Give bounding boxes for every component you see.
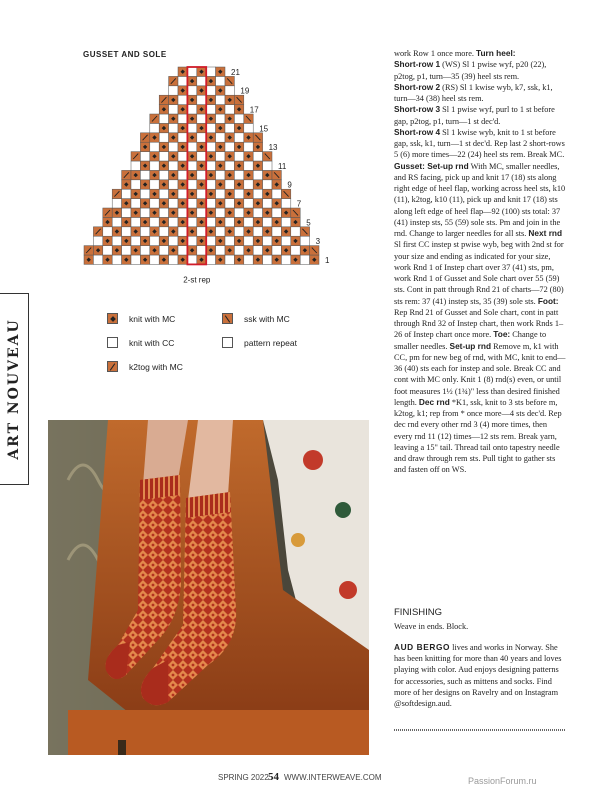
chart-cell	[225, 236, 234, 245]
chart-cell	[150, 255, 159, 264]
chart-cell	[272, 189, 281, 198]
chart-cell	[159, 227, 168, 236]
row-number-label: 21	[231, 67, 240, 77]
chart-cell	[281, 236, 290, 245]
chart-cell	[187, 123, 196, 132]
chart-cell	[131, 199, 140, 208]
chart-cell	[244, 255, 253, 264]
chart-cell	[150, 142, 159, 151]
chart-cell	[187, 199, 196, 208]
repeat-label: 2-st rep	[183, 275, 211, 285]
chart-cell	[150, 236, 159, 245]
chart-cell	[225, 255, 234, 264]
gusset-sole-chart	[70, 55, 355, 295]
chart-cell	[206, 161, 215, 170]
chart-cell	[244, 123, 253, 132]
chart-cell	[244, 199, 253, 208]
row-number-label: 19	[240, 86, 250, 96]
chart-cell	[122, 246, 131, 255]
chart-cell	[150, 199, 159, 208]
chart-cell	[216, 95, 225, 104]
chart-cell	[169, 105, 178, 114]
chart-cell	[150, 180, 159, 189]
chart-cell	[178, 170, 187, 179]
instruction-text: Sl 1 kwise wyb, knit to 1 st before gap, ssk, k1, turn—1 st dec'd. Rep last 2 short-rows 5 (6) more times—22 (24) heel sts rem. Break MC.	[394, 127, 565, 160]
chart-cell	[159, 189, 168, 198]
designer-bio-text: lives and works in Norway. She has been knitting for more than 40 years and loves playing with color. Aud enjoys designing patterns for accessories, such as mittens and socks. Find more of her designs on Ravelry and on Instagram @softdesign.aud.	[394, 643, 562, 709]
chart-cell	[234, 246, 243, 255]
chart-cell	[131, 161, 140, 170]
chart-cell	[234, 208, 243, 217]
row-number-label: 15	[259, 124, 269, 134]
chart-cell	[197, 152, 206, 161]
chart-cell	[291, 246, 300, 255]
chart-cell	[150, 217, 159, 226]
chart-cell	[140, 152, 149, 161]
chart-cell	[263, 161, 272, 170]
instruction-step-label: Gusset: Set-up rnd	[394, 160, 469, 171]
row-number-label: 11	[278, 161, 287, 171]
chart-cell	[225, 86, 234, 95]
chart-cell	[206, 123, 215, 132]
chart-cell	[122, 227, 131, 236]
chart-cell	[187, 142, 196, 151]
sock-photo-illustration	[48, 420, 369, 755]
chart-cell	[206, 67, 215, 76]
chart-cell	[225, 199, 234, 208]
chart-cell	[178, 152, 187, 161]
section-tab	[0, 293, 29, 485]
chart-cell	[244, 142, 253, 151]
chart-cell	[244, 236, 253, 245]
chart-cell	[159, 152, 168, 161]
chart-cell	[263, 180, 272, 189]
footer-website: WWW.INTERWEAVE.COM	[284, 773, 382, 782]
chart-cell	[178, 114, 187, 123]
chart-cell	[178, 227, 187, 236]
chart-cell	[281, 255, 290, 264]
chart-cell	[253, 246, 262, 255]
finishing-text: Weave in ends. Block.	[394, 622, 469, 631]
chart-cell	[300, 255, 309, 264]
chart-cell	[150, 123, 159, 132]
k2tog-mc-swatch-icon	[107, 361, 118, 372]
chart-cell	[187, 86, 196, 95]
chart-cell	[159, 208, 168, 217]
knit-mc-swatch-icon	[107, 313, 118, 324]
instruction-step-label: Short-row 4	[394, 126, 441, 137]
chart-cell	[281, 217, 290, 226]
chart-cell	[187, 180, 196, 189]
instruction-text: (WS) Sl 1 pwise wyf, p20 (22), p2tog, p1, turn—35 (39) heel sts rem.	[394, 60, 547, 81]
chart-cell	[216, 170, 225, 179]
chart-cell	[187, 236, 196, 245]
chart-cell	[225, 142, 234, 151]
chart-cell	[225, 105, 234, 114]
chart-cell	[140, 208, 149, 217]
chart-cell	[112, 255, 121, 264]
chart-cell	[234, 152, 243, 161]
chart-cell	[244, 161, 253, 170]
chart-cell	[150, 161, 159, 170]
chart-cell	[140, 246, 149, 255]
instruction-step-label: Next rnd	[528, 228, 563, 238]
chart-cell	[216, 133, 225, 142]
chart-cell	[263, 217, 272, 226]
chart-cell	[131, 180, 140, 189]
chart-cell	[206, 180, 215, 189]
chart-cell	[206, 105, 215, 114]
chart-cell	[234, 189, 243, 198]
chart-cell	[253, 227, 262, 236]
chart-cell	[234, 227, 243, 236]
instruction-step-label: Toe:	[493, 329, 511, 340]
instruction-text: Remove m, k1 with CC, pm for new beg of rnd, with MC, knit to end—36 (40) sts each for instep and sole. Break CC and cont with MC only. Knit 1 (8) rnd(s) even, or until foot measures 1½ (1¾)" less than desired finished length.	[394, 341, 566, 407]
chart-cell	[234, 170, 243, 179]
chart-cell	[197, 114, 206, 123]
chart-cell	[159, 170, 168, 179]
pattern-repeat-swatch-icon	[222, 337, 233, 348]
chart-cell	[197, 246, 206, 255]
chart-cell	[216, 208, 225, 217]
chart-cell	[169, 142, 178, 151]
chart-cell	[159, 133, 168, 142]
chart-cell	[272, 227, 281, 236]
designer-bio	[394, 642, 566, 709]
chart-cell	[197, 227, 206, 236]
chart-cell	[140, 227, 149, 236]
chart-cell	[178, 95, 187, 104]
footer-page-number: 54	[268, 771, 279, 783]
chart-cell	[131, 236, 140, 245]
chart-cell	[206, 255, 215, 264]
finishing-heading: FINISHING	[394, 607, 443, 618]
chart-cell	[263, 199, 272, 208]
chart-cell	[234, 114, 243, 123]
chart-cell	[187, 67, 196, 76]
chart-cell	[93, 255, 102, 264]
row-number-label: 7	[296, 199, 302, 209]
instruction-text: *K1, ssk, knit to 3 sts before m, k2tog, k1; rep from * once more—4 sts dec'd. Rep dec rnd every other rnd 3 (4) more times, then every rnd 11 (12) times—12 sts rem. Break yarn, leaving a 15" tail. Thread tail onto tapestry needle and draw through rem sts. Pull tight to gather sts and fasten off on WS.	[394, 397, 562, 475]
instruction-text: Rep Rnd 21 of Gusset and Sole chart, cont in patt through Rnd 32 of Instep chart, then work Rnds 1–26 of Instep chart once more.	[394, 307, 564, 340]
instruction-line	[394, 82, 566, 105]
watermark: PassionForum.ru	[468, 776, 537, 786]
footer-issue: SPRING 2022	[218, 773, 269, 782]
chart-cell	[178, 189, 187, 198]
chart-cell	[187, 217, 196, 226]
row-number-label: 17	[249, 105, 259, 115]
chart-cell	[112, 217, 121, 226]
chart-cell	[225, 217, 234, 226]
chart-cell	[291, 227, 300, 236]
section-tab-label: ART NOUVEAU	[6, 318, 22, 460]
chart-cell	[169, 123, 178, 132]
instruction-step-label: Turn heel:	[476, 48, 516, 58]
chart-cell	[225, 161, 234, 170]
instruction-text: With MC, smaller needles, and RS facing, pick up and knit 17 (18) sts along right edge of heel flap, working across heel sts, k10 (11), k2tog, k10 (11), pick up and knit 17 (18) sts along left edge of heel flap—92 (100) sts total: 37 (41) instep sts, 55 (59) sole sts. Pm and join in the rnd. Change to larger needles for all sts.	[394, 161, 566, 238]
chart-cell	[244, 180, 253, 189]
chart-cell	[197, 133, 206, 142]
legend-k2tog-mc-label: k2tog with MC	[129, 362, 183, 372]
chart-cell	[216, 152, 225, 161]
chart-cell	[187, 161, 196, 170]
instruction-text: (RS) Sl 1 kwise wyb, k7, ssk, k1, turn—34 (38) heel sts rem.	[394, 82, 553, 103]
chart-cell	[178, 133, 187, 142]
chart-cell	[112, 199, 121, 208]
designer-name: AUD BERGO	[394, 642, 451, 652]
chart-cell	[169, 199, 178, 208]
instruction-line	[394, 48, 566, 59]
chart-cell	[169, 217, 178, 226]
chart-cell	[131, 217, 140, 226]
legend-knit-mc-label: knit with MC	[129, 314, 176, 324]
instruction-step-label: Short-row 1	[394, 59, 441, 70]
chart-cell	[197, 189, 206, 198]
row-number-label: 13	[268, 143, 278, 153]
instruction-line	[394, 104, 566, 127]
chart-cell	[253, 189, 262, 198]
chart-cell	[122, 189, 131, 198]
instruction-line	[394, 59, 566, 82]
chart-cell	[206, 142, 215, 151]
chart-cell	[187, 105, 196, 114]
knit-cc-swatch-icon	[107, 337, 118, 348]
legend-ssk-mc-label: ssk with MC	[244, 314, 290, 324]
instruction-text: work Row 1 once more.	[394, 49, 477, 58]
chart-cell	[253, 170, 262, 179]
instruction-step-label: Short-row 2	[394, 81, 441, 92]
chart-cell	[225, 180, 234, 189]
chart-cell	[206, 217, 215, 226]
chart-cell	[244, 217, 253, 226]
chart-cell	[216, 76, 225, 85]
row-number-label: 3	[315, 237, 321, 247]
chart-cell	[169, 86, 178, 95]
chart-cell	[197, 95, 206, 104]
sock-photo	[48, 420, 369, 755]
chart-cell	[140, 170, 149, 179]
chart-cell	[197, 170, 206, 179]
chart-cell	[225, 123, 234, 132]
legend-knit-cc-label: knit with CC	[129, 338, 175, 348]
chart-cell	[234, 133, 243, 142]
chart-cell	[178, 246, 187, 255]
chart-cell	[263, 255, 272, 264]
chart-cell	[216, 227, 225, 236]
chart-cell	[169, 236, 178, 245]
chart-cell	[197, 76, 206, 85]
chart-title: GUSSET AND SOLE	[83, 50, 167, 59]
bio-divider	[394, 729, 566, 731]
chart-cell	[178, 76, 187, 85]
chart-cell	[300, 236, 309, 245]
chart-cell	[206, 199, 215, 208]
chart-cell	[216, 114, 225, 123]
chart-cell	[169, 255, 178, 264]
chart-cell	[253, 152, 262, 161]
chart-cell	[263, 236, 272, 245]
instruction-line	[394, 127, 566, 476]
instruction-step-label: Dec rnd	[418, 396, 450, 407]
ssk-mc-swatch-icon	[222, 313, 233, 324]
chart-cell	[93, 236, 102, 245]
chart-cell	[187, 255, 196, 264]
chart-cell	[216, 189, 225, 198]
instruction-step-label: Set-up rnd	[449, 340, 492, 351]
chart-cell	[169, 180, 178, 189]
instruction-text: Sl 1 pwise wyf, purl to 1 st before gap, p2tog, p1, turn—1 st dec'd.	[394, 105, 555, 126]
chart-cell	[140, 189, 149, 198]
row-number-label: 5	[306, 218, 311, 228]
chart-cell	[122, 208, 131, 217]
chart-cell	[178, 208, 187, 217]
row-number-label: 9	[287, 180, 292, 190]
chart-cell	[272, 208, 281, 217]
chart-cell	[103, 227, 112, 236]
chart-cell	[253, 208, 262, 217]
chart-cell	[281, 199, 290, 208]
chart-cell	[169, 161, 178, 170]
instruction-text: Change to smaller needles.	[394, 330, 547, 351]
instruction-text: Sl first CC instep st pwise wyb, beg with 2nd st for your size and ending as indicated for your size, work Rnd 1 of Instep chart over 37 (41) sts, pm, work Rnd 1 of Gusset and Sole chart over 55 (59) sts. Cont in patt through Rnd 21 of charts—72 (80) sts rem: 37 (41) instep sts, 35 (39) sole sts.	[394, 240, 564, 306]
chart-cell	[216, 246, 225, 255]
chart-cell	[159, 246, 168, 255]
legend-pattern-repeat-label: pattern repeat	[244, 338, 297, 348]
instructions-paragraphs	[394, 48, 566, 476]
chart-cell	[131, 255, 140, 264]
instruction-step-label: Short-row 3	[394, 104, 441, 115]
chart-cell	[206, 86, 215, 95]
row-number-label: 1	[325, 255, 330, 265]
instruction-step-label: Foot:	[537, 295, 559, 306]
chart-cell	[206, 236, 215, 245]
chart-cell	[112, 236, 121, 245]
chart-cell	[159, 114, 168, 123]
chart-cell	[103, 246, 112, 255]
chart-cell	[272, 246, 281, 255]
instructions-text	[394, 48, 566, 476]
chart-cell	[197, 208, 206, 217]
